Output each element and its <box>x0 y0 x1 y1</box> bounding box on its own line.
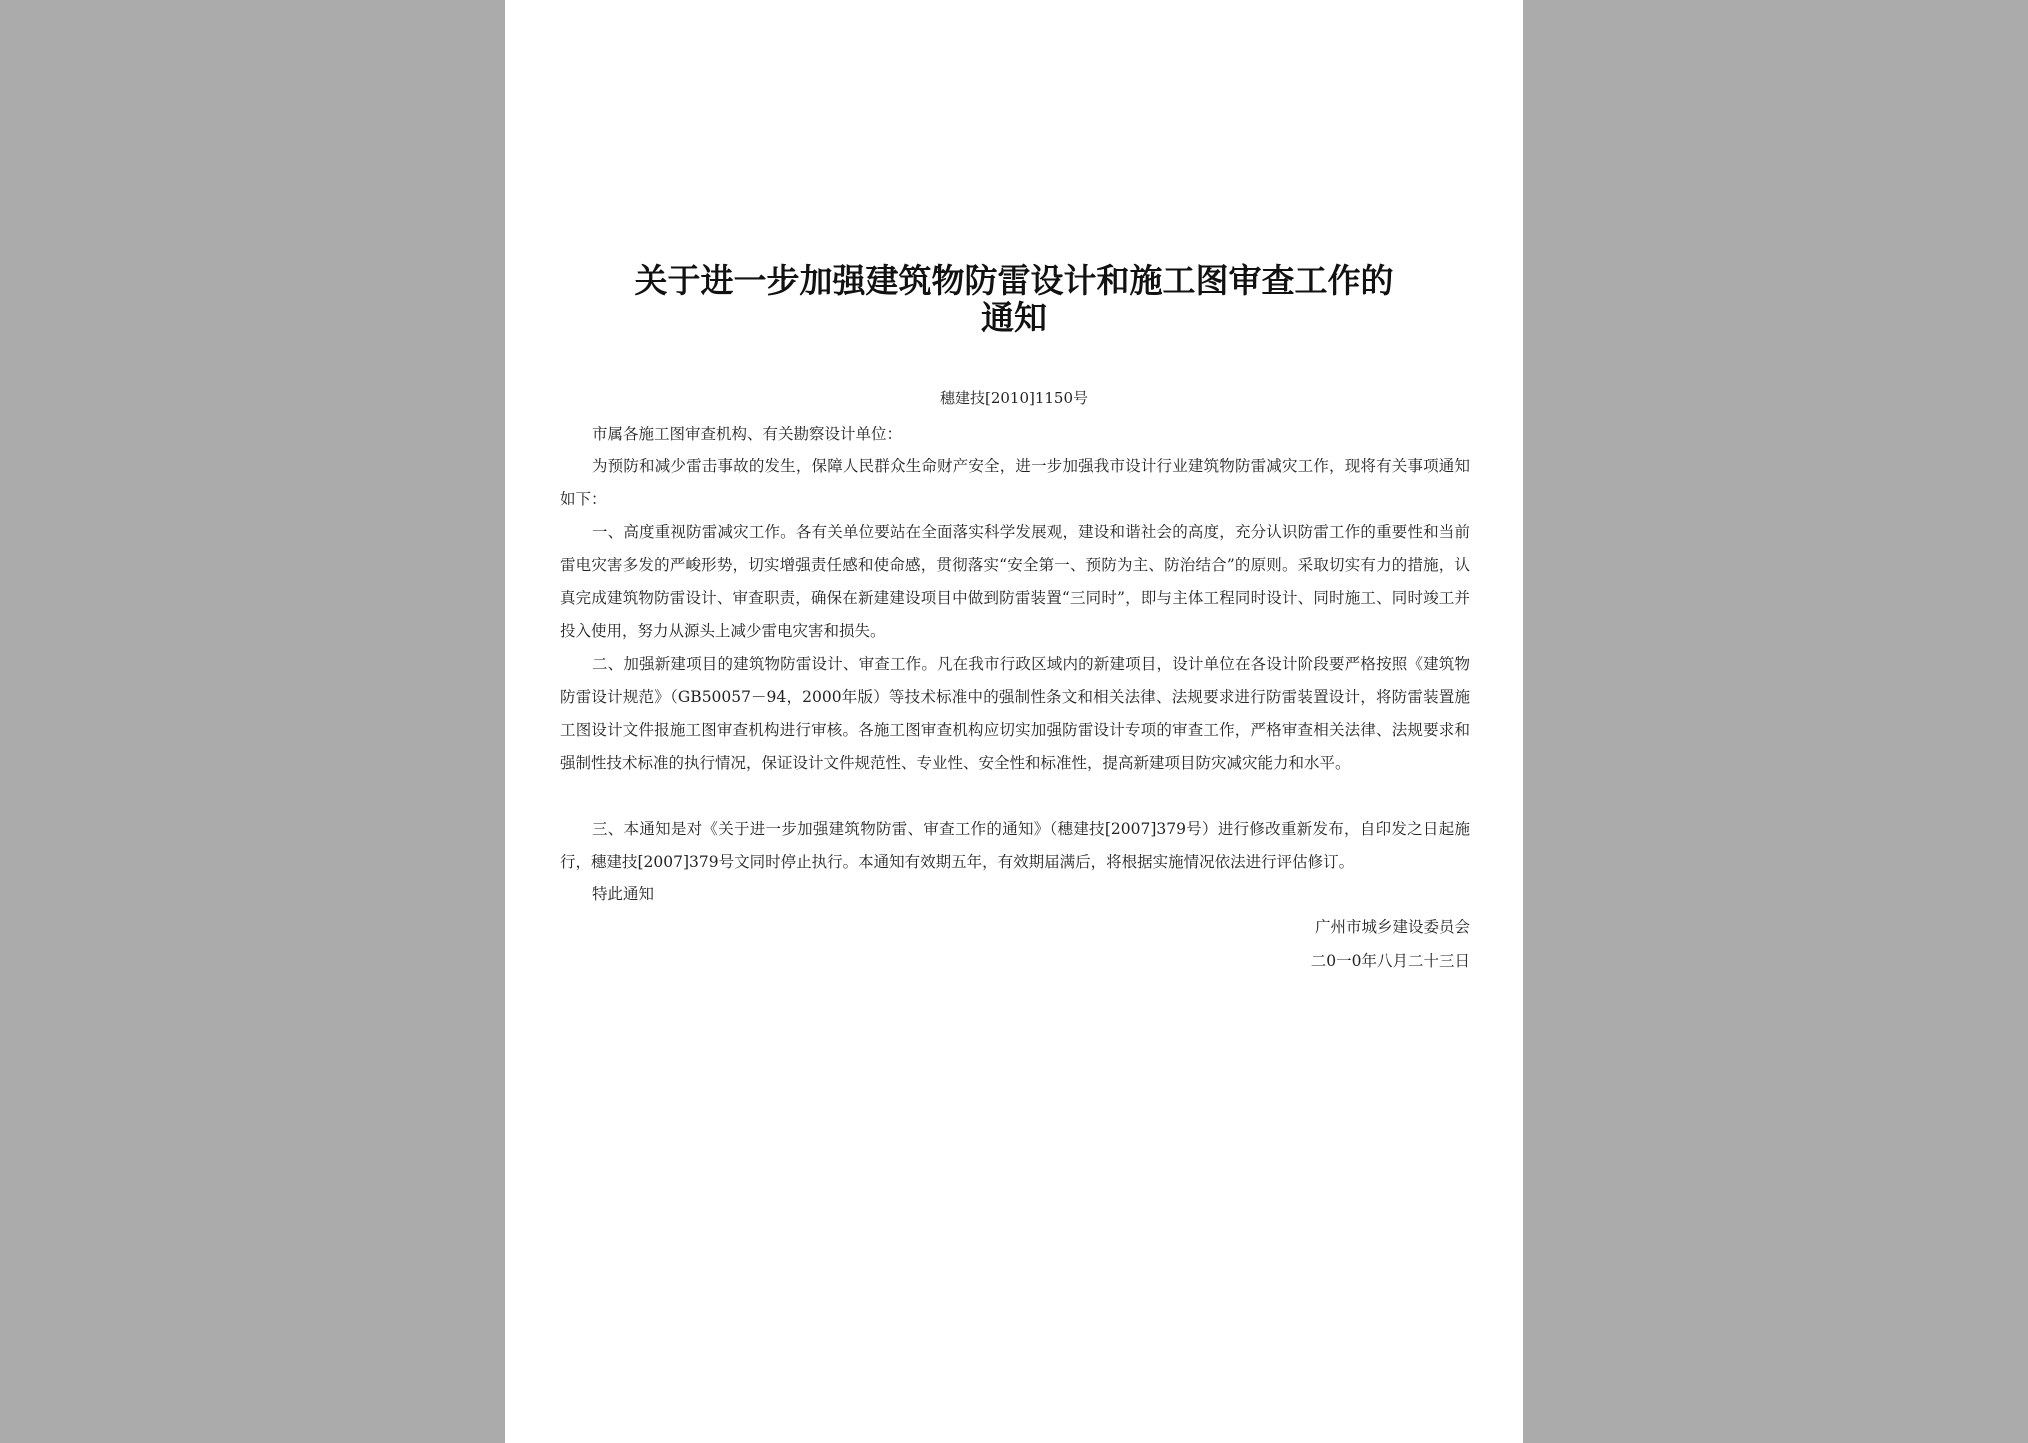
document-title <box>505 262 1523 336</box>
paragraph-3: 三、本通知是对《关于进一步加强建筑物防雷、审查工作的通知》（穗建技[2007]379号）进行修改重新发布，自印发之日起施行，穗建技[2007]379号文同时停止执行。本通知有效期五年，有效期届满后，将根据实施情况依法进行评估修订。 <box>560 820 1470 871</box>
closing-line: 特此通知 <box>592 885 655 903</box>
issuer-name: 广州市城乡建设委员会 <box>1314 918 1470 936</box>
intro-paragraph: 为预防和减少雷击事故的发生，保障人民群众生命财产安全，进一步加强我市设计行业建筑物防雷减灾工作，现将有关事项通知如下： <box>560 457 1470 508</box>
paragraph-1: 一、高度重视防雷减灾工作。各有关单位要站在全面落实科学发展观，建设和谐社会的高度，充分认识防雷工作的重要性和当前雷电灾害多发的严峻形势，切实增强责任感和使命感，贯彻落实“安全第一、预防为主、防治结合”的原则。采取切实有力的措施，认真完成建筑物防雷设计、审查职责，确保在新建建设项目中做到防雷装置“三同时”，即与主体工程同时设计、同时施工、同时竣工并投入使用，努力从源头上减少雷电灾害和损失。 <box>560 523 1470 640</box>
addressee: 市属各施工图审查机构、有关勘察设计单位： <box>592 425 903 443</box>
document-number: 穗建技[2010]1150号 <box>939 389 1089 407</box>
document-page <box>505 0 1523 1443</box>
title-line-2: 通知 <box>981 298 1047 337</box>
paragraph-2: 二、加强新建项目的建筑物防雷设计、审查工作。凡在我市行政区域内的新建项目，设计单位在各设计阶段要严格按照《建筑物防雷设计规范》（GB50057－94，2000年版）等技术标准中的强制性条文和相关法律、法规要求进行防雷装置设计，将防雷装置施工图设计文件报施工图审查机构进行审核。各施工图审查机构应切实加强防雷设计专项的审查工作，严格审查相关法律、法规要求和强制性技术标准的执行情况，保证设计文件规范性、专业性、安全性和标准性，提高新建项目防灾减灾能力和水平。 <box>560 655 1470 772</box>
title-line-1: 关于进一步加强建筑物防雷设计和施工图审查工作的 <box>634 261 1394 300</box>
signature-block <box>1311 910 1470 978</box>
issue-date: 二0一0年八月二十三日 <box>1310 952 1470 970</box>
